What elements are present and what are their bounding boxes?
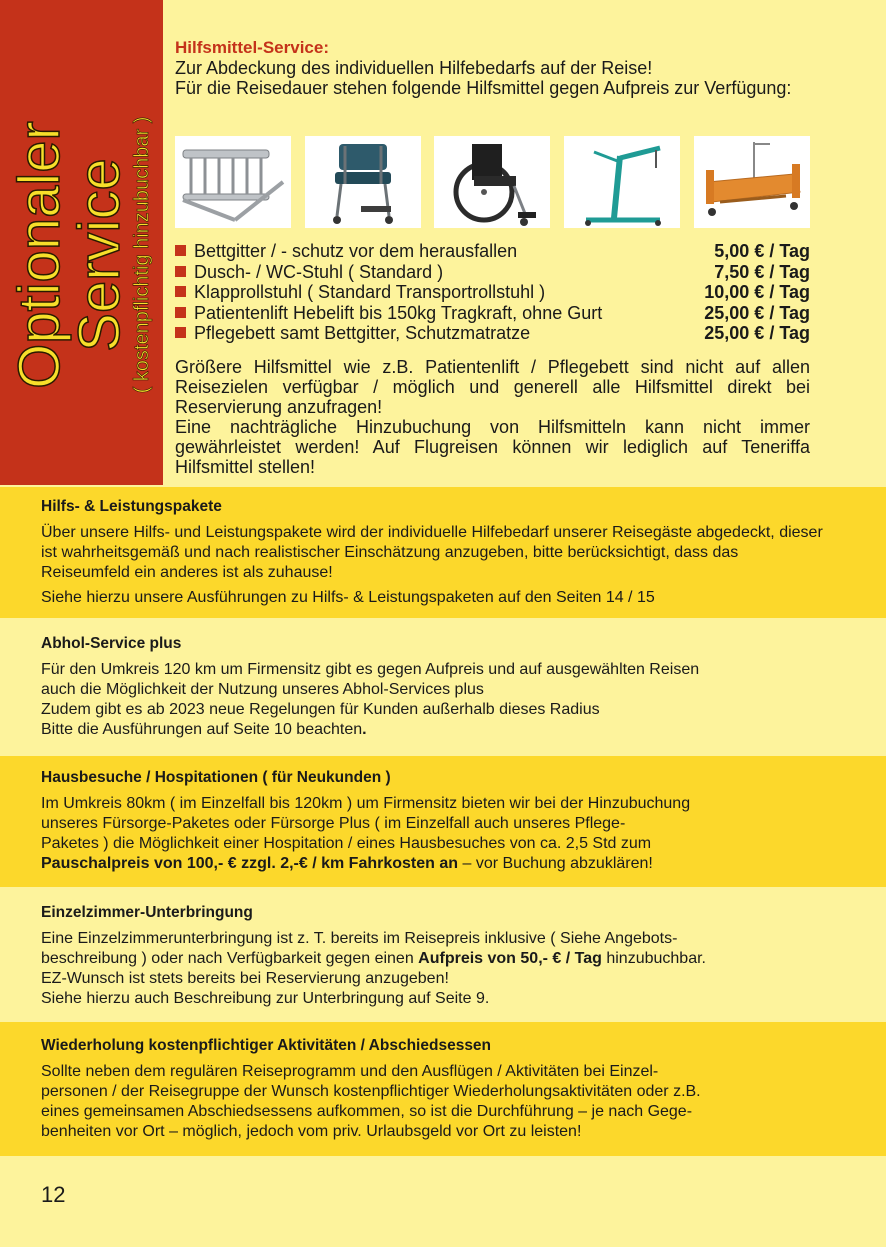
section-text: Bitte die Ausführungen auf Seite 10 beachten.: [41, 721, 367, 738]
hilfsmittel-intro: [175, 38, 810, 98]
hilfsmittel-intro-line2: Für die Reisedauer stehen folgende Hilfsmittel gegen Aufpreis zur Verfügung:: [175, 78, 792, 98]
section-text: Über unsere Hilfs- und Leistungspakete wird der individuelle Hilfebedarf unserer Reisegäste abgedeckt, dieser ist wahrheitsgemäß und nach realistischer Einschätzung anzugeben, bitte berücksichtigt, dass das Reiseumfeld ein anderes ist als zuhause!: [41, 524, 823, 581]
care-bed-image: [694, 136, 810, 228]
section-text: Für den Umkreis 120 km um Firmensitz gibt es gegen Aufpreis und auf ausgewählten Reisen: [41, 661, 700, 678]
bullet-icon: [175, 245, 186, 256]
section-abhol: [0, 618, 886, 754]
section-hausbesuche: [0, 756, 886, 887]
section-text: Zudem gibt es ab 2023 neue Regelungen für Kunden außerhalb dieses Radius: [41, 701, 600, 718]
sidebar-text: [7, 35, 153, 475]
page-number: 12: [41, 1182, 66, 1207]
section-text: EZ-Wunsch ist stets bereits bei Reservierung anzugeben!: [41, 970, 449, 987]
price-row: [175, 282, 810, 303]
section-text: beschreibung ) oder nach Verfügbarkeit gegen einen Aufpreis von 50,- € / Tag hinzubuchbar.: [41, 950, 706, 967]
bullet-icon: [175, 327, 186, 338]
hilfsmittel-note-1: Größere Hilfsmittel wie z.B. Patientenlift / Pflegebett sind nicht auf allen Reisezielen verfügbar / möglich und generell alle Hilfsmittel direkt bei Reservierung anzufragen!: [175, 357, 810, 417]
price-item-value: 7,50 € / Tag: [714, 261, 810, 282]
price-item-value: 25,00 € / Tag: [704, 302, 810, 323]
wheelchair-image: [434, 136, 550, 228]
price-item-label: Bettgitter / - schutz vor dem herausfallen: [194, 241, 518, 261]
section-title: Abhol-Service plus: [41, 635, 182, 652]
price-item-label: Klapprollstuhl ( Standard Transportrollstuhl ): [194, 282, 546, 302]
price-list: [175, 241, 810, 344]
hilfsmittel-heading: Hilfsmittel-Service:: [175, 38, 329, 57]
section-text: Eine Einzelzimmerunterbringung ist z. T. bereits im Reisepreis inklusive ( Siehe Angebots-: [41, 930, 678, 947]
section-text: benheiten vor Ort – möglich, jedoch vom priv. Urlaubsgeld vor Ort zu leisten!: [41, 1123, 582, 1140]
bullet-icon: [175, 266, 186, 277]
bullet-icon: [175, 307, 186, 318]
price-item-value: 5,00 € / Tag: [714, 241, 810, 261]
section-text: eines gemeinsamen Abschiedsessens aufkommen, so ist die Durchführung – je nach Gege-: [41, 1103, 693, 1120]
price-row: [175, 323, 810, 344]
bullet-icon: [175, 286, 186, 297]
section-title: Hausbesuche / Hospitationen ( für Neukunden ): [41, 769, 391, 786]
section-text: auch die Möglichkeit der Nutzung unseres Abhol-Services plus: [41, 681, 484, 698]
section-text: Siehe hierzu auch Beschreibung zur Unterbringung auf Seite 9.: [41, 990, 490, 1007]
section-text: Siehe hierzu unsere Ausführungen zu Hilfs- & Leistungspaketen auf den Seiten 14 / 15: [41, 589, 655, 606]
section-text: Pauschalpreis von 100,- € zzgl. 2,-€ / km Fahrkosten an – vor Buchung abzuklären!: [41, 855, 653, 872]
section-text: Sollte neben dem regulären Reiseprogramm und den Ausflügen / Aktivitäten bei Einzel-: [41, 1063, 659, 1080]
section-text: Paketes ) die Möglichkeit einer Hospitation / eines Hausbesuches von ca. 2,5 Std zum: [41, 835, 652, 852]
price-item-value: 25,00 € / Tag: [704, 323, 810, 343]
sidebar-subtitle: ( kostenpflichtig hinzubuchbar ): [131, 116, 153, 394]
sidebar-panel: [0, 0, 163, 485]
section-wiederholung: [0, 1022, 886, 1156]
hilfsmittel-note-2: Eine nachträgliche Hinzubuchung von Hilfsmitteln kann nicht immer gewährleistet werden! Auf Flugreisen können wir lediglich auf Teneriffa Hilfsmittel stellen!: [175, 417, 810, 477]
price-item-label: Pflegebett samt Bettgitter, Schutzmatratze: [194, 323, 531, 343]
section-title: Einzelzimmer-Unterbringung: [41, 904, 253, 921]
section-text: unseres Fürsorge-Paketes oder Fürsorge Plus ( im Einzelfall auch unseres Pflege-: [41, 815, 626, 832]
price-item-label: Dusch- / WC-Stuhl ( Standard ): [194, 261, 444, 282]
price-row: [175, 262, 810, 283]
section-pakete: [0, 487, 886, 618]
shower-chair-image: [305, 136, 421, 228]
product-images: [175, 136, 810, 228]
hilfsmittel-intro-line1: Zur Abdeckung des individuellen Hilfebedarfs auf der Reise!: [175, 58, 653, 78]
price-row: [175, 241, 810, 262]
section-title: Hilfs- & Leistungspakete: [41, 498, 222, 515]
bed-rail-image: [175, 136, 291, 228]
section-einzelzimmer: [0, 887, 886, 1021]
sidebar-title: Optionaler Service: [7, 121, 132, 389]
price-item-label: Patientenlift Hebelift bis 150kg Tragkraft, ohne Gurt: [194, 302, 603, 323]
section-text: personen / der Reisegruppe der Wunsch kostenpflichtiger Wiederholungsaktivitäten oder z.B.: [41, 1083, 701, 1100]
price-item-value: 10,00 € / Tag: [704, 282, 810, 302]
patient-lift-image: [564, 136, 680, 228]
section-title: Wiederholung kostenpflichtiger Aktivitäten / Abschiedsessen: [41, 1037, 492, 1054]
hilfsmittel-note: [175, 357, 810, 477]
price-row: [175, 303, 810, 324]
section-text: Im Umkreis 80km ( im Einzelfall bis 120km ) um Firmensitz bieten wir bei der Hinzubuchung: [41, 795, 691, 812]
